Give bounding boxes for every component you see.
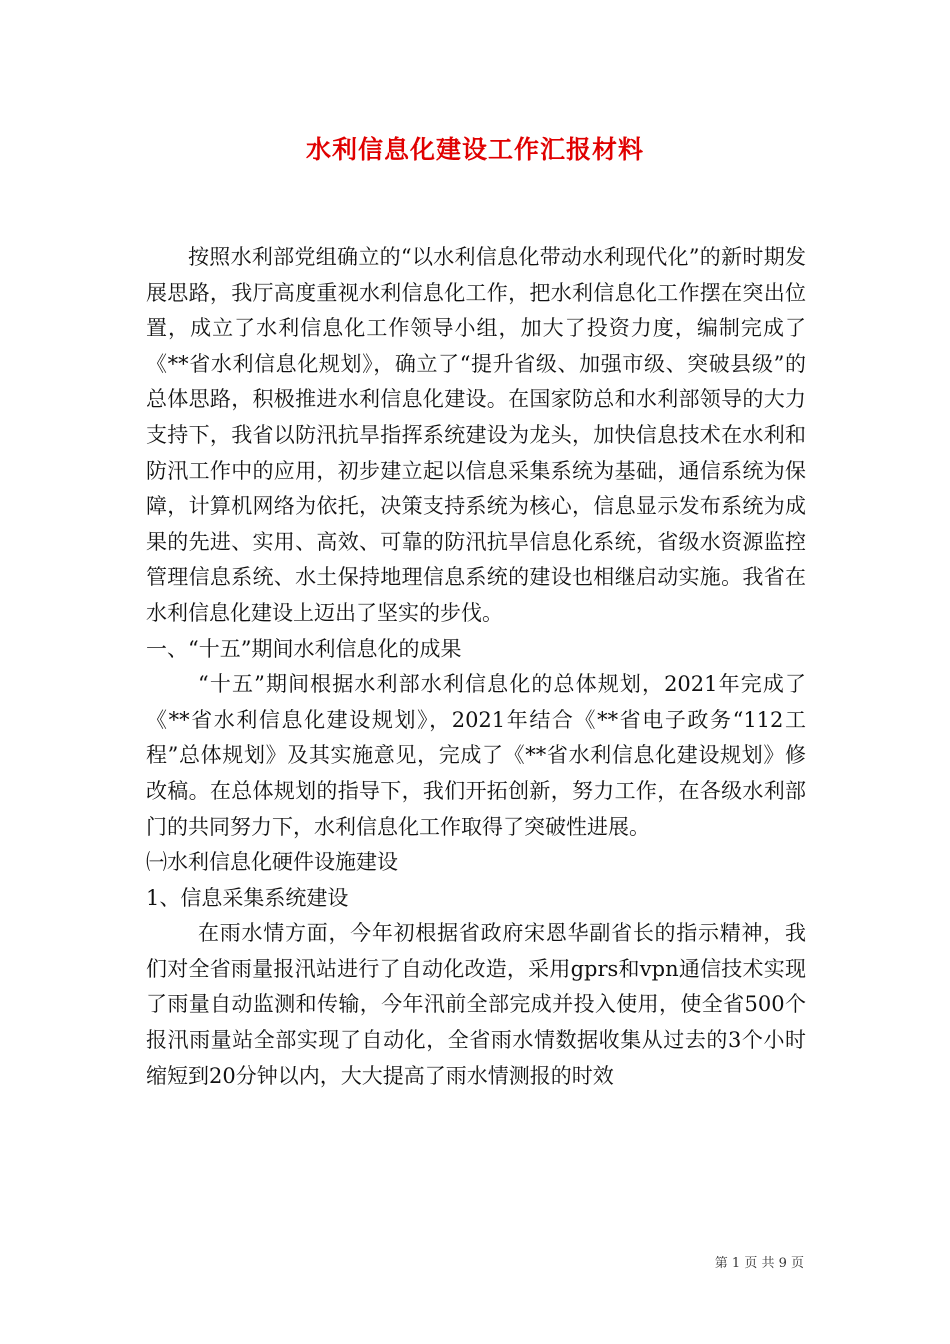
section-1-paragraph: “十五”期间根据水利部水利信息化的总体规划，2021年完成了《**省水利信息化建设规划》，2021年结合《**省电子政务“112工程”总体规划》及其实施意见，完成了《**省水利信息化建设规划》修改稿。在总体规划的指导下，我们开拓创新，努力工作，在各级水利部门的共同努力下，水利信息化工作取得了突破性进展。 <box>146 672 806 839</box>
rain-water-paragraph: 在雨水情方面，今年初根据省政府宋恩华副省长的指示精神，我们对全省雨量报汛站进行了自动化改造，采用gprs和vpn通信技术实现了雨量自动监测和传输，今年汛前全部完成并投入使用，使全省500个报汛雨量站全部实现了自动化，全省雨水情数据收集从过去的3个小时缩短到20分钟以内，大大提高了雨水情测报的时效 <box>146 921 806 1088</box>
document-body <box>146 240 806 1094</box>
document-title: 水利信息化建设工作汇报材料 <box>305 135 644 164</box>
section-heading-1: 一、“十五”期间水利信息化的成果 <box>146 636 462 661</box>
subsection-heading-1: ㈠水利信息化硬件设施建设 <box>146 850 398 875</box>
page-number: 第 1 页 共 9 页 <box>714 1256 804 1271</box>
sub-subsection-heading-1: 1、信息采集系统建设 <box>146 885 349 910</box>
intro-paragraph: 按照水利部党组确立的“以水利信息化带动水利现代化”的新时期发展思路，我厅高度重视水利信息化工作，把水利信息化工作摆在突出位置，成立了水利信息化工作领导小组，加大了投资力度，编制完成了《**省水利信息化规划》，确立了“提升省级、加强市级、突破县级”的总体思路，积极推进水利信息化建设。在国家防总和水利部领导的大力支持下，我省以防汛抗旱指挥系统建设为龙头，加快信息技术在水利和防汛工作中的应用，初步建立起以信息采集系统为基础，通信系统为保障，计算机网络为依托，决策支持系统为核心，信息显示发布系统为成果的先进、实用、高效、可靠的防汛抗旱信息化系统，省级水资源监控管理信息系统、水土保持地理信息系统的建设也相继启动实施。我省在水利信息化建设上迈出了坚实的步伐。 <box>146 245 806 625</box>
